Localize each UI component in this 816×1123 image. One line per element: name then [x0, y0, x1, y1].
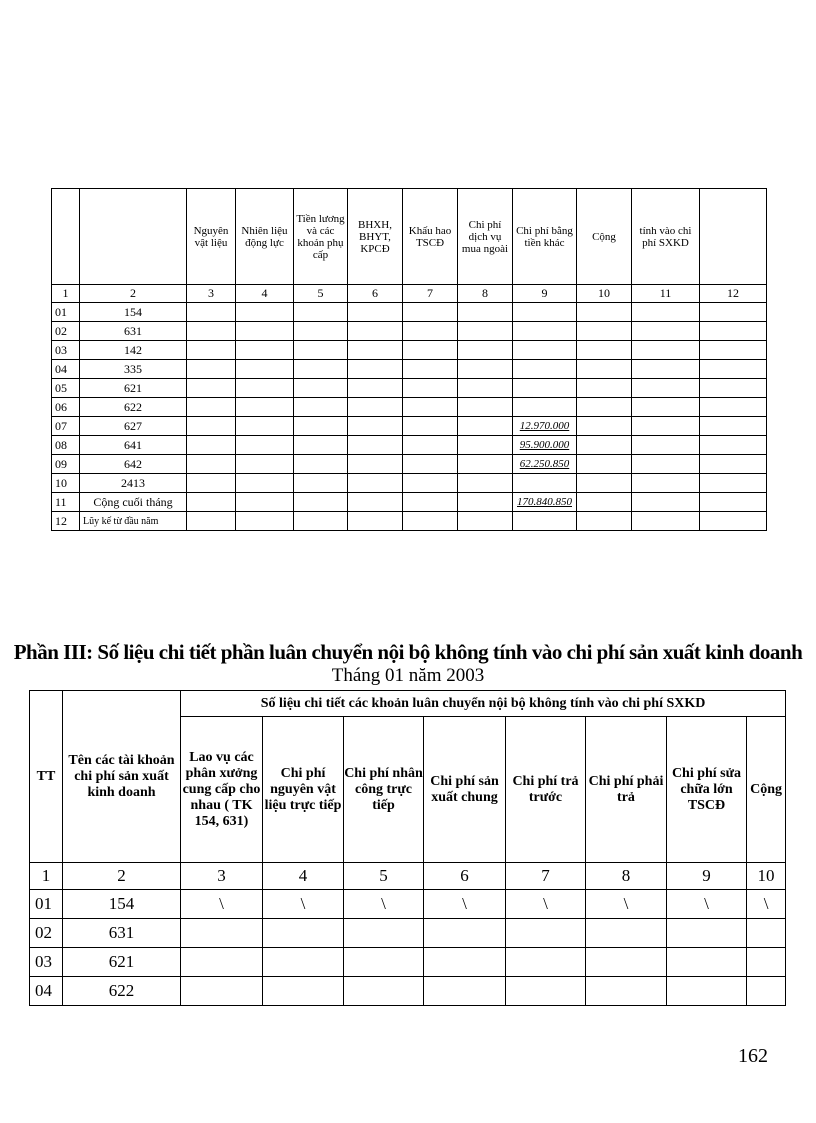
col-number: 9 [667, 863, 747, 890]
empty-cell [577, 455, 632, 474]
empty-cell [294, 455, 348, 474]
empty-cell [577, 303, 632, 322]
empty-cell [700, 417, 767, 436]
row-tt: 02 [30, 919, 63, 948]
empty-cell [236, 512, 294, 531]
empty-cell [403, 398, 458, 417]
empty-cell [632, 341, 700, 360]
empty-cell [236, 322, 294, 341]
row-account: 142 [80, 341, 187, 360]
row-value-other-cash [513, 379, 577, 398]
row-cell [181, 948, 263, 977]
row-cell [344, 948, 424, 977]
empty-cell [294, 379, 348, 398]
empty-cell [577, 493, 632, 512]
col-tt-header: TT [30, 691, 63, 863]
row-cell [424, 948, 506, 977]
col-header [700, 189, 767, 285]
row-cell: \ [747, 890, 786, 919]
expense-table-header-row [52, 189, 767, 285]
empty-cell [403, 341, 458, 360]
row-cell [586, 919, 667, 948]
empty-cell [187, 436, 236, 455]
empty-cell [403, 436, 458, 455]
internal-transfer-table [29, 690, 786, 1006]
row-tt: 08 [52, 436, 80, 455]
empty-cell [187, 512, 236, 531]
empty-cell [458, 303, 513, 322]
row-value-other-cash [513, 474, 577, 493]
row-value-other-cash: 12.970.000 [513, 417, 577, 436]
row-value-other-cash: 95.900.000 [513, 436, 577, 455]
col-header: Cộng [577, 189, 632, 285]
empty-cell [458, 493, 513, 512]
empty-cell [458, 474, 513, 493]
row-tt: 03 [52, 341, 80, 360]
empty-cell [577, 474, 632, 493]
table-row [52, 360, 767, 379]
transfer-table-number-row [30, 863, 786, 890]
col-number: 10 [577, 285, 632, 303]
empty-cell [348, 398, 403, 417]
table-row [52, 436, 767, 455]
empty-cell [403, 417, 458, 436]
empty-cell [294, 303, 348, 322]
section-title: Phần III: Số liệu chi tiết phần luân chuyển nội bộ không tính vào chi phí sản xuất kinh doanh [13, 640, 803, 664]
empty-cell [577, 512, 632, 531]
table-row [30, 977, 786, 1006]
row-tt: 02 [52, 322, 80, 341]
empty-cell [700, 512, 767, 531]
expense-table [51, 188, 767, 531]
empty-cell [577, 360, 632, 379]
col-header: Tiền lương và các khoản phụ cấp [294, 189, 348, 285]
sub-header: Chi phí trả trước [506, 717, 586, 863]
row-cell [667, 919, 747, 948]
col-number: 4 [263, 863, 344, 890]
empty-cell [294, 512, 348, 531]
col-number: 9 [513, 285, 577, 303]
empty-cell [294, 398, 348, 417]
empty-cell [187, 417, 236, 436]
row-account: 335 [80, 360, 187, 379]
row-cell: \ [667, 890, 747, 919]
table-row [52, 512, 767, 531]
col-number: 2 [80, 285, 187, 303]
col-number: 6 [424, 863, 506, 890]
col-header [52, 189, 80, 285]
empty-cell [187, 360, 236, 379]
row-cell [263, 948, 344, 977]
empty-cell [403, 379, 458, 398]
row-cell [506, 977, 586, 1006]
col-number: 12 [700, 285, 767, 303]
section-subtitle: Tháng 01 năm 2003 [331, 665, 485, 686]
row-cell [747, 919, 786, 948]
col-number: 11 [632, 285, 700, 303]
table-row [52, 379, 767, 398]
row-cell: \ [344, 890, 424, 919]
empty-cell [577, 341, 632, 360]
row-account: 622 [63, 977, 181, 1006]
sub-header: Chi phí nguyên vật liệu trực tiếp [263, 717, 344, 863]
row-tt: 11 [52, 493, 80, 512]
empty-cell [632, 436, 700, 455]
empty-cell [632, 417, 700, 436]
row-cell [263, 919, 344, 948]
row-cell [506, 919, 586, 948]
empty-cell [458, 398, 513, 417]
empty-cell [700, 322, 767, 341]
row-account: 622 [80, 398, 187, 417]
row-cell [667, 977, 747, 1006]
row-value-other-cash [513, 360, 577, 379]
col-header: Chi phí bằng tiền khác [513, 189, 577, 285]
empty-cell [700, 493, 767, 512]
col-number: 5 [344, 863, 424, 890]
empty-cell [700, 360, 767, 379]
empty-cell [187, 379, 236, 398]
row-value-other-cash: 170.840.850 [513, 493, 577, 512]
row-cell [667, 948, 747, 977]
empty-cell [236, 398, 294, 417]
table-row [52, 474, 767, 493]
row-value-other-cash [513, 303, 577, 322]
row-cell [181, 919, 263, 948]
empty-cell [187, 455, 236, 474]
empty-cell [403, 360, 458, 379]
empty-cell [236, 455, 294, 474]
col-number: 5 [294, 285, 348, 303]
empty-cell [348, 360, 403, 379]
row-cell [344, 977, 424, 1006]
empty-cell [348, 322, 403, 341]
row-cell [181, 977, 263, 1006]
empty-cell [577, 398, 632, 417]
empty-cell [458, 341, 513, 360]
empty-cell [348, 303, 403, 322]
col-number: 8 [458, 285, 513, 303]
col-number: 8 [586, 863, 667, 890]
empty-cell [632, 474, 700, 493]
col-number: 7 [506, 863, 586, 890]
table-row [52, 322, 767, 341]
col-header: Chi phí dịch vụ mua ngoài [458, 189, 513, 285]
empty-cell [348, 493, 403, 512]
col-number: 6 [348, 285, 403, 303]
row-value-other-cash [513, 398, 577, 417]
empty-cell [236, 303, 294, 322]
empty-cell [458, 455, 513, 474]
row-account: Lũy kế từ đầu năm [80, 512, 187, 531]
row-tt: 12 [52, 512, 80, 531]
row-cell [747, 977, 786, 1006]
row-value-other-cash [513, 341, 577, 360]
col-number: 3 [187, 285, 236, 303]
empty-cell [403, 455, 458, 474]
empty-cell [348, 379, 403, 398]
table-row [52, 455, 767, 474]
empty-cell [294, 493, 348, 512]
row-cell [344, 919, 424, 948]
row-account: 631 [63, 919, 181, 948]
row-cell [586, 977, 667, 1006]
row-cell: \ [424, 890, 506, 919]
empty-cell [458, 379, 513, 398]
empty-cell [236, 493, 294, 512]
row-cell [506, 948, 586, 977]
empty-cell [403, 303, 458, 322]
row-tt: 04 [52, 360, 80, 379]
row-account: 627 [80, 417, 187, 436]
col-number: 4 [236, 285, 294, 303]
row-cell [424, 919, 506, 948]
col-header: BHXH, BHYT, KPCĐ [348, 189, 403, 285]
empty-cell [577, 436, 632, 455]
row-account: 621 [80, 379, 187, 398]
col-header [80, 189, 187, 285]
sub-header: Cộng [747, 717, 786, 863]
table-row [30, 890, 786, 919]
row-value-other-cash [513, 512, 577, 531]
empty-cell [403, 474, 458, 493]
row-cell [424, 977, 506, 1006]
empty-cell [458, 360, 513, 379]
sub-header: Lao vụ các phân xưởng cung cấp cho nhau ( TK 154, 631) [181, 717, 263, 863]
empty-cell [632, 512, 700, 531]
row-tt: 06 [52, 398, 80, 417]
table-row [52, 303, 767, 322]
empty-cell [458, 512, 513, 531]
col-number: 1 [52, 285, 80, 303]
empty-cell [577, 379, 632, 398]
empty-cell [294, 417, 348, 436]
expense-table-number-row [52, 285, 767, 303]
empty-cell [348, 512, 403, 531]
row-tt: 03 [30, 948, 63, 977]
row-cell [747, 948, 786, 977]
empty-cell [700, 436, 767, 455]
empty-cell [700, 455, 767, 474]
empty-cell [577, 322, 632, 341]
empty-cell [632, 455, 700, 474]
empty-cell [348, 436, 403, 455]
row-cell: \ [586, 890, 667, 919]
row-tt: 04 [30, 977, 63, 1006]
empty-cell [348, 455, 403, 474]
table-row [52, 398, 767, 417]
row-cell [586, 948, 667, 977]
sub-header: Chi phí phải trả [586, 717, 667, 863]
empty-cell [632, 398, 700, 417]
empty-cell [294, 474, 348, 493]
empty-cell [187, 341, 236, 360]
row-cell: \ [181, 890, 263, 919]
row-tt: 05 [52, 379, 80, 398]
empty-cell [187, 322, 236, 341]
sub-header: Chi phí sản xuất chung [424, 717, 506, 863]
empty-cell [458, 322, 513, 341]
sub-header: Chi phí sửa chữa lớn TSCĐ [667, 717, 747, 863]
empty-cell [348, 474, 403, 493]
empty-cell [236, 341, 294, 360]
empty-cell [632, 493, 700, 512]
col-header: tính vào chi phí SXKD [632, 189, 700, 285]
col-number: 7 [403, 285, 458, 303]
row-cell: \ [506, 890, 586, 919]
empty-cell [187, 398, 236, 417]
empty-cell [577, 417, 632, 436]
empty-cell [294, 322, 348, 341]
table-row [30, 948, 786, 977]
empty-cell [187, 303, 236, 322]
empty-cell [294, 436, 348, 455]
table-row [52, 417, 767, 436]
row-cell: \ [263, 890, 344, 919]
empty-cell [187, 474, 236, 493]
empty-cell [403, 512, 458, 531]
empty-cell [403, 493, 458, 512]
col-number: 1 [30, 863, 63, 890]
page-number: 162 [738, 1045, 768, 1067]
row-account: 2413 [80, 474, 187, 493]
col-number: 2 [63, 863, 181, 890]
empty-cell [632, 303, 700, 322]
row-account: 154 [63, 890, 181, 919]
col-header: Nhiên liệu động lực [236, 189, 294, 285]
col-number: 10 [747, 863, 786, 890]
row-account: 631 [80, 322, 187, 341]
empty-cell [632, 360, 700, 379]
empty-cell [458, 417, 513, 436]
empty-cell [236, 360, 294, 379]
transfer-table-group-row [30, 691, 786, 717]
group-header: Số liệu chi tiết các khoản luân chuyển nội bộ không tính vào chi phí SXKD [181, 691, 786, 717]
row-account: 642 [80, 455, 187, 474]
empty-cell [632, 322, 700, 341]
empty-cell [700, 398, 767, 417]
row-cell [263, 977, 344, 1006]
empty-cell [236, 379, 294, 398]
empty-cell [700, 303, 767, 322]
table-row [30, 919, 786, 948]
empty-cell [236, 417, 294, 436]
empty-cell [403, 322, 458, 341]
col-header: Nguyên vật liệu [187, 189, 236, 285]
empty-cell [458, 436, 513, 455]
empty-cell [700, 474, 767, 493]
empty-cell [294, 360, 348, 379]
col-number: 3 [181, 863, 263, 890]
empty-cell [236, 436, 294, 455]
table-row [52, 493, 767, 512]
empty-cell [187, 493, 236, 512]
sub-header: Chi phí nhân công trực tiếp [344, 717, 424, 863]
col-account-name-header: Tên các tài khoản chi phí sản xuất kinh doanh [63, 691, 181, 863]
col-header: Khấu hao TSCĐ [403, 189, 458, 285]
row-account: Cộng cuối tháng [80, 493, 187, 512]
empty-cell [348, 417, 403, 436]
row-account: 621 [63, 948, 181, 977]
row-tt: 07 [52, 417, 80, 436]
empty-cell [700, 379, 767, 398]
empty-cell [294, 341, 348, 360]
row-tt: 01 [52, 303, 80, 322]
empty-cell [632, 379, 700, 398]
empty-cell [348, 341, 403, 360]
row-tt: 09 [52, 455, 80, 474]
empty-cell [236, 474, 294, 493]
row-value-other-cash: 62.250.850 [513, 455, 577, 474]
table-row [52, 341, 767, 360]
row-tt: 10 [52, 474, 80, 493]
row-tt: 01 [30, 890, 63, 919]
row-account: 154 [80, 303, 187, 322]
row-value-other-cash [513, 322, 577, 341]
empty-cell [700, 341, 767, 360]
row-account: 641 [80, 436, 187, 455]
